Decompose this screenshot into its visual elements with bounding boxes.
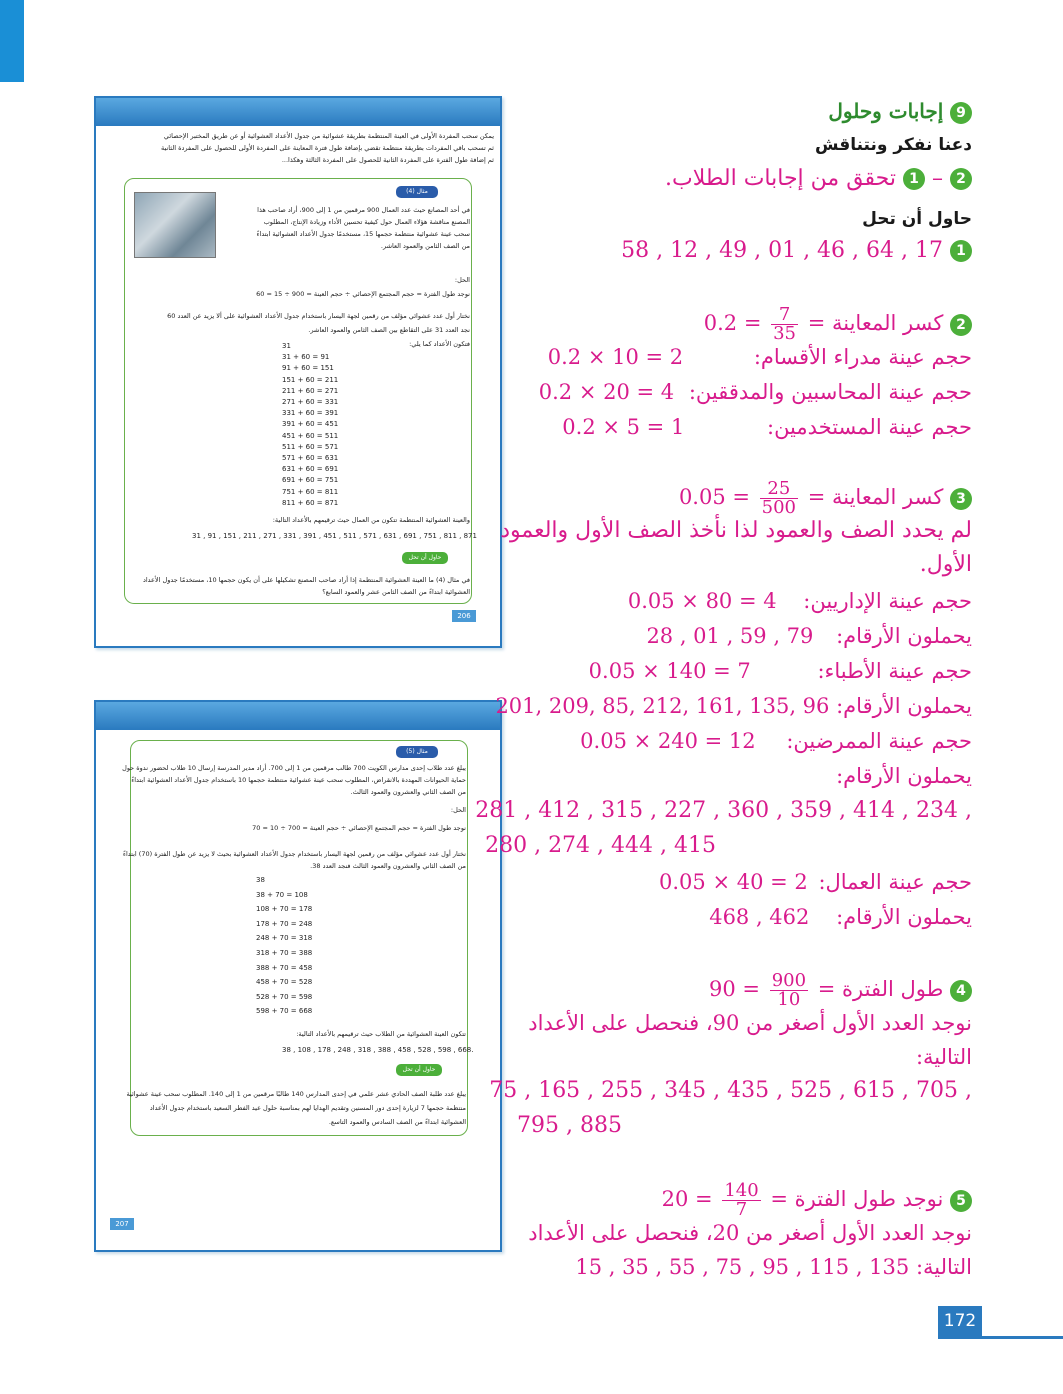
example-text: المصنع مناقشة هؤلاء العمال حول كيفية تحسين الأداء وزيادة الإنتاج، المطلوب: [263, 218, 470, 226]
q2-fraction: [771, 306, 798, 343]
sequence-item: 178 + 70 = 248: [256, 919, 313, 928]
book-page-number: 207: [110, 1218, 134, 1230]
sequence-item: 248 + 70 = 318: [256, 934, 313, 943]
q3-result: 0.05 =: [678, 485, 750, 509]
q3-badge: 3: [950, 488, 972, 510]
q3-worker-nums: [709, 902, 972, 932]
example-text: من الصف الثاني والعشرون والعمود الثالث.: [350, 788, 466, 796]
q4-fraction: [770, 972, 808, 1009]
q3-worker-label: حجم عينة العمال:: [818, 870, 972, 894]
q3-worker-expr: 0.05 × 40 = 2: [659, 870, 808, 894]
book-page-header: [96, 702, 500, 730]
sequence-item: 751 + 60 = 811: [282, 487, 339, 496]
solution-line: نجد العدد 31 على التقاطع بين الصف الثامن والعمود العاشر.: [308, 326, 470, 334]
sequence-item: 331 + 60 = 391: [282, 409, 339, 418]
example-text: من الصف الثامن والعمود العاشر.: [380, 242, 470, 250]
q3-doc-nums-values: 201, 209, 85, 212, 161, 135, 96: [495, 694, 830, 718]
factory-photo: [134, 192, 216, 258]
sequence-item: 458 + 70 = 528: [256, 978, 313, 987]
dash: –: [932, 166, 943, 191]
try-text: العشوائية ابتداءً من الصف السادس والعمود التاسع.: [328, 1118, 466, 1126]
q5-text-row: [575, 1252, 972, 1282]
q2-row: [539, 377, 972, 407]
q2-row-label: حجم عينة المحاسبين والمدققين:: [688, 380, 972, 404]
answer-badge: 1: [903, 168, 925, 190]
sequence-item: 108 + 70 = 178: [256, 905, 313, 914]
q3-note: الأول.: [919, 552, 972, 577]
q3-nurse-nums-row: [485, 831, 972, 861]
sequence-item: 598 + 70 = 668: [256, 1007, 313, 1016]
fraction-denominator: 10: [777, 989, 801, 1010]
q4-text: نوجد العدد الأول أصغر من 90، فنحصل على الأعداد: [528, 1011, 972, 1035]
solution-label: الحل:: [454, 276, 470, 284]
q5-result: 20 =: [661, 1187, 713, 1211]
book-page-thumbnail-2: [94, 700, 502, 1252]
try-heading: حاول أن تحل: [862, 209, 972, 229]
q4-nums-row: [489, 1076, 972, 1106]
try-label: حاول أن تحل: [396, 1064, 442, 1076]
answer-badge: 2: [950, 168, 972, 190]
q4-label: طول الفترة =: [817, 977, 944, 1001]
example-text: سحب عينة عشوائية منتظمة حجمها 15، مستخدمًا جدول الأعداد العشوائية ابتداءً: [256, 230, 470, 238]
q5-badge: 5: [950, 1190, 972, 1212]
q5-fraction: [722, 1182, 760, 1219]
section-number-badge: 9: [950, 102, 972, 124]
result-list: 38 , 108 , 178 , 248 , 318 , 388 , 458 , 528 , 598 , 668.: [282, 1046, 474, 1054]
try-text: في مثال (4) ما العينة العشوائية المنتظمة إذا أراد صاحب المصنع تشكيلها على أن يكون حجمها 10، مستخدمًا جدول الأعداد: [142, 576, 470, 584]
q3-doc-label: حجم عينة الأطباء:: [817, 659, 972, 683]
q5-nums-values: 15 , 35 , 55 , 75 , 95 , 115 , 135: [575, 1255, 910, 1279]
q1-line: [621, 236, 972, 266]
fraction-denominator: 35: [773, 323, 797, 344]
q3-worker: [659, 867, 972, 897]
section-heading: [828, 96, 972, 126]
intro-line: ثم إضافة طول الفترة على المفردة الثانية للحصول على المفردة الثالثة وهكذا...: [281, 156, 494, 164]
sequence-item: 571 + 60 = 631: [282, 454, 339, 462]
q2-result: 0.2 =: [703, 311, 762, 335]
example-text: في أحد المصانع حيث عدد العمال 900 مرقمين من 1 إلى 900، أراد صاحب هذا: [257, 206, 470, 214]
book-page-header: [96, 98, 500, 126]
q1-values: 58 , 12 , 49 , 01 , 46 , 64 , 17: [621, 238, 943, 263]
result-list: 31 , 91 , 151 , 211 , 271 , 331 , 391 , 451 , 511 , 571 , 631 , 691 , 751 , 811 , 871: [192, 532, 477, 540]
q2-row: [562, 412, 972, 442]
conclusion: تتكون العينة العشوائية من الطلاب حيث ترقيمهم بالأعداد التالية:: [296, 1030, 466, 1038]
solution-line: نوجد طول الفترة = حجم المجتمع الإحصائي ÷ حجم العينة = 700 ÷ 10 = 70: [252, 824, 466, 832]
q2-row-label: حجم عينة المستخدمين:: [767, 415, 972, 439]
sequence-item: 691 + 60 = 751: [282, 476, 339, 485]
sequence-item: 391 + 60 = 451: [282, 420, 339, 429]
q3-admin-label: حجم عينة الإداريين:: [803, 589, 972, 613]
discuss-heading: دعنا نفكر ونتناقش: [815, 135, 972, 155]
q3-nurse-nums-values: 281 , 412 , 315 , 227 , 360 , 359 , 414 , 234 ,: [475, 798, 972, 823]
sequence-item: 318 + 70 = 388: [256, 949, 313, 957]
fraction-numerator: 140: [724, 1180, 759, 1201]
sequence-item: 151 + 60 = 211: [282, 375, 339, 384]
q3-nurse-nums-row: [475, 796, 972, 826]
q5-label: نوجد طول الفترة =: [770, 1187, 944, 1211]
page-number: 172: [938, 1306, 982, 1336]
q4-result: 90 =: [709, 977, 761, 1001]
q3-fraction: [760, 480, 798, 517]
q5-text: نوجد العدد الأول أصغر من 20، فنحصل على الأعداد: [528, 1221, 972, 1245]
discuss-answer: تحقق من إجابات الطلاب.: [665, 166, 896, 191]
sequence-item: 31 + 60 = 91: [282, 353, 330, 362]
q2-row-expr: 0.2 × 5 = 1: [562, 415, 685, 439]
sequence-item: 811 + 60 = 871: [282, 498, 339, 507]
fraction-numerator: 25: [760, 480, 798, 499]
example-label: مثال (5): [396, 746, 438, 758]
example-text: حماية الحيوانات المهددة بالانقراض، المطلوب سحب عينة عشوائية منتظمة حجمها 10 باستخدام جدول الأعداد العشوائية ابتداءً: [131, 776, 466, 784]
sequence-item: 38 + 70 = 108: [256, 890, 308, 899]
q3-admin-nums-label: يحملون الأرقام:: [836, 624, 972, 648]
fraction-numerator: 900: [771, 970, 807, 991]
fraction-denominator: 500: [761, 497, 797, 518]
sequence-item: 451 + 60 = 511: [282, 431, 339, 440]
try-text: منتظمة حجمها 7 لزيارة إحدى دور المسنين وتقديم الهدايا لهم بمناسبة حلول عيد الفطر السعيد باستخدام جدول الأعداد: [149, 1104, 466, 1112]
try-text: يبلغ عدد طلبة الصف الحادي عشر علمي في إحدى المدارس 140 طالبًا مرقمين من 1 إلى 140. المطلوب سحب عينة عشوائية: [126, 1090, 466, 1098]
corner-tab: [0, 0, 24, 82]
q2-row-expr: 0.2 × 20 = 4: [538, 380, 675, 404]
q3-label: كسر المعاينة =: [807, 485, 944, 509]
solution-line: نوجد طول الفترة = حجم المجتمع الإحصائي ÷ حجم العينة = 900 ÷ 15 = 60: [256, 290, 470, 298]
section-title: إجابات وحلول: [828, 99, 944, 123]
q2-label: كسر المعاينة =: [807, 311, 944, 335]
q3-admin-nums-values: 28 , 01 , 59 , 79: [646, 624, 814, 648]
sequence-item: 271 + 60 = 331: [282, 398, 339, 406]
q5-line: [662, 1182, 972, 1219]
q3-line: [679, 480, 972, 517]
q4-line: [709, 972, 972, 1009]
sequence-item: 211 + 60 = 271: [282, 386, 339, 395]
q3-nurse-expr: 0.05 × 240 = 12: [580, 729, 756, 753]
discuss-answer-line: [665, 164, 972, 194]
book-page-thumbnail-1: [94, 96, 502, 648]
try-label: حاول أن تحل: [402, 552, 448, 564]
solution-line: فتكون الأعداد كما يلي:: [409, 340, 470, 348]
q2-row: [548, 342, 972, 372]
q3-nurse-nums-values: 280 , 274 , 444 , 415: [485, 833, 716, 858]
q3-admin-nums: [646, 621, 972, 651]
q3-nurse-label: حجم عينة الممرضين:: [786, 729, 972, 753]
q3-doc-expr: 0.05 × 140 = 7: [588, 659, 751, 683]
book-page-number: 206: [452, 610, 476, 622]
q1-badge: 1: [950, 240, 972, 262]
fraction-denominator: 7: [735, 1199, 748, 1220]
try-text: العشوائية ابتداءً من الصف الثامن عشر والعمود السابع؟: [322, 588, 470, 596]
example-text: يبلغ عدد طلاب إحدى مدارس الكويت 700 طالب مرقمين من 1 إلى 700. أراد مدير المدرسة إرسال 10 طلاب لحضور ندوة حول: [122, 764, 466, 772]
fraction-numerator: 7: [771, 306, 798, 325]
solution-label: الحل:: [450, 806, 466, 814]
sequence-item: 631 + 60 = 691: [282, 465, 339, 474]
q3-worker-nums-label: يحملون الأرقام:: [836, 905, 972, 929]
q4-nums-values: 795 , 885: [517, 1113, 622, 1138]
q3-nurse-nums-label: يحملون الأرقام:: [836, 764, 972, 788]
q2-badge: 2: [950, 314, 972, 336]
sequence-item: 91 + 60 = 151: [282, 364, 334, 373]
conclusion: والعينة العشوائية المنتظمة تتكون من العمال حيث ترقيمهم بالأعداد التالية:: [272, 516, 470, 524]
q4-nums-row: [517, 1111, 972, 1141]
q2-row-label: حجم عينة مدراء الأقسام:: [753, 345, 972, 369]
q3-admin: [628, 586, 972, 616]
q3-doc: [589, 656, 972, 686]
sequence-item: 388 + 70 = 458: [256, 963, 313, 972]
example-label: مثال (4): [396, 186, 438, 198]
q4-text: التالية:: [915, 1045, 972, 1069]
q5-text: التالية:: [915, 1255, 972, 1279]
q3-nurse: [580, 726, 972, 756]
q2-row-expr: 0.2 × 10 = 2: [547, 345, 684, 369]
q3-note: لم يحدد الصف والعمود لذا نأخذ الصف الأول والعمود: [500, 518, 972, 543]
sequence-item: 31: [282, 342, 291, 350]
sequence-item: 528 + 70 = 598: [256, 992, 313, 1001]
q4-badge: 4: [950, 980, 972, 1002]
q2-line: [704, 306, 972, 343]
intro-line: ثم تسحب باقي المفردات بطريقة منتظمة تقضي بإضافة طول فترة المعاينة على المفردة الأولى للحصول على المفردة الثانية: [161, 144, 494, 152]
solution-line: نختار أول عدد عشوائي مؤلف من رقمين لجهة اليسار باستخدام جدول الأعداد العشوائية بحيث لا يزيد عن طول الفترة (70) ابتداءً: [122, 850, 466, 858]
q3-admin-expr: 0.05 × 80 = 4: [627, 589, 777, 613]
q4-nums-values: 75 , 165 , 255 , 345 , 435 , 525 , 615 , 705 ,: [489, 1078, 972, 1103]
q3-doc-nums: [495, 691, 972, 721]
intro-line: يمكن سحب المفردة الأولى في العينة المنتظمة بطريقة عشوائية من جدول الأعداد العشوائية أو عن طريق المختبر الإحصائي: [163, 132, 494, 140]
page-number-rule: [938, 1336, 1063, 1339]
q3-worker-nums-values: 468 , 462: [709, 905, 810, 929]
sequence-item: 38: [256, 876, 265, 884]
solution-line: نختار أول عدد عشوائي مؤلف من رقمين لجهة اليسار باستخدام جدول الأعداد العشوائية على ألا يزيد عن العدد 60: [167, 312, 470, 320]
q3-doc-nums-label: يحملون الأرقام:: [836, 694, 972, 718]
sequence-item: 511 + 60 = 571: [282, 442, 339, 451]
solution-line: من الصف الثاني والعشرون والعمود الثالث فنجد العدد 38.: [310, 862, 466, 870]
